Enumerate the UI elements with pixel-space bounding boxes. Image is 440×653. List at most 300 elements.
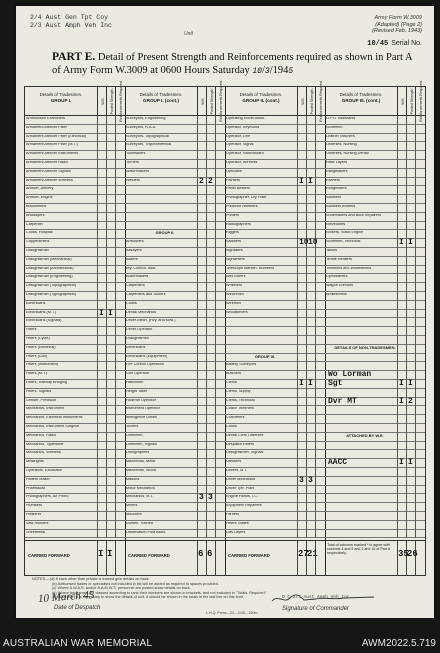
- cell-divider: [406, 178, 415, 187]
- cell-divider: [306, 151, 315, 160]
- table-row: [125, 310, 225, 319]
- cell-divider: [206, 406, 215, 415]
- table-row: [125, 222, 225, 231]
- trade-name: Wagon Erectors: [326, 284, 354, 288]
- cell-divider: [197, 151, 206, 160]
- cell-divider: [115, 222, 124, 231]
- cell-divider: [397, 354, 406, 363]
- trade-name: Mechanics, Wireless: [26, 451, 61, 455]
- title-date-year: 5: [288, 67, 294, 76]
- trade-name: Operator, Wireless: [226, 161, 258, 164]
- table-row: [325, 486, 425, 495]
- note-line: (e) Whenever it is necessary to show the details of unit, it should be shown in the totals in the last line on this form.: [52, 595, 245, 599]
- trade-name: Equipment Repairers: [226, 504, 262, 508]
- subcolumn-header-label: Reinforcements Required.: [118, 80, 123, 122]
- table-row: [225, 336, 325, 345]
- cell-divider: [315, 134, 324, 143]
- cell-divider: [406, 442, 415, 451]
- table-row: [325, 398, 425, 407]
- cell-divider: [406, 125, 415, 134]
- cell-divider: [397, 442, 406, 451]
- cell-divider: [215, 248, 224, 257]
- cell-divider: [197, 354, 206, 363]
- trade-name: Painters: [226, 178, 240, 182]
- trade-name: Armament Artificer Signals: [26, 169, 71, 173]
- serial-value: 10/45: [367, 40, 389, 48]
- page-title: [52, 51, 422, 78]
- table-row: [125, 151, 225, 160]
- trade-name: Draughtsman (Topographical): [26, 284, 77, 288]
- cell-divider: [106, 222, 115, 231]
- cell-divider: [415, 468, 424, 477]
- table-row: [325, 530, 425, 539]
- cell-divider: [415, 459, 424, 468]
- table-row: [325, 345, 425, 354]
- cell-divider: [215, 345, 224, 354]
- cell-divider: [106, 257, 115, 266]
- table-row: [125, 494, 225, 503]
- cell-divider: [306, 186, 315, 195]
- cell-divider: [106, 160, 115, 169]
- trade-name: Lithographers: [126, 451, 150, 455]
- column-header-title: Details of Tradesmen.: [39, 92, 83, 97]
- table-row: [325, 424, 425, 433]
- cell-divider: [306, 292, 315, 301]
- table-row: [325, 239, 425, 248]
- cell-divider: [397, 521, 406, 530]
- table-row: [325, 151, 425, 160]
- table-row: [225, 442, 325, 451]
- trade-name: Riveters: [326, 178, 340, 182]
- cell-divider: [206, 125, 215, 134]
- cell-divider: [206, 248, 215, 257]
- cell-divider: [397, 274, 406, 283]
- table-row: [325, 310, 425, 319]
- cell-divider: [115, 494, 124, 503]
- table-row: [325, 415, 425, 424]
- cell-divider: [397, 477, 406, 486]
- table-row: [125, 266, 225, 275]
- trade-name: Concreters: [226, 416, 245, 420]
- trade-name: Intelligence Duties: [126, 416, 158, 420]
- cell-divider: [115, 292, 124, 301]
- cell-divider: [306, 503, 315, 512]
- cell-divider: [97, 318, 106, 327]
- cell-divider: [315, 283, 324, 292]
- cell-divider: [397, 266, 406, 275]
- cell-divider: [397, 362, 406, 371]
- cell-divider: [215, 301, 224, 310]
- table-row: [225, 503, 325, 512]
- trade-name: Nurses, Trained: [126, 521, 153, 525]
- table-row: [325, 521, 425, 530]
- table-row: [325, 459, 425, 468]
- trade-name: Hatchmen: [126, 381, 144, 384]
- cell-divider: [415, 424, 424, 433]
- cell-divider: [297, 415, 306, 424]
- table-row: [125, 116, 225, 125]
- trade-name: Mechanics, M.T.: [126, 495, 154, 499]
- cell-divider: [406, 486, 415, 495]
- cell-divider: [297, 292, 306, 301]
- trade-name: Clerks, Technical: [226, 398, 255, 402]
- table-row: [125, 239, 225, 248]
- cell-divider: [397, 116, 406, 125]
- cell-divider: [415, 354, 424, 363]
- title-date-day: 10: [252, 67, 262, 76]
- trade-name: Mechanics, Radio: [26, 433, 57, 437]
- table-row: [125, 433, 225, 442]
- cell-divider: [306, 362, 315, 371]
- table-row: [25, 318, 125, 327]
- trade-name: Signallers: [226, 249, 243, 252]
- cell-divider: [297, 248, 306, 257]
- trade-name: Driver Tptr. Plant: [226, 486, 255, 490]
- cell-divider: [206, 310, 215, 319]
- cell-divider: [215, 398, 224, 407]
- table-row: [125, 204, 225, 213]
- table-row: [325, 160, 425, 169]
- trade-name: Clerks: [226, 381, 237, 384]
- table-row: [225, 142, 325, 151]
- cell-divider: [415, 283, 424, 292]
- cell-divider: [415, 266, 424, 275]
- table-row: [25, 116, 125, 125]
- cell-divider: [97, 230, 106, 239]
- cell-divider: [97, 503, 106, 512]
- cell-divider: [197, 266, 206, 275]
- table-row: [125, 125, 225, 134]
- cell-divider: [306, 116, 315, 125]
- posted-entry: 2: [408, 396, 413, 406]
- subcolumn-header: [215, 80, 225, 122]
- trade-name: O.P.O. Assistants: [326, 117, 356, 120]
- cell-divider: [406, 204, 415, 213]
- cell-divider: [297, 398, 306, 407]
- cell-divider: [206, 503, 215, 512]
- table-row: [25, 142, 125, 151]
- table-row: [125, 354, 225, 363]
- section-heading: GROUP II.: [155, 230, 175, 236]
- cell-divider: [297, 142, 306, 151]
- trade-name: Engine Hands, I.C.: [226, 495, 258, 499]
- table-row: [25, 195, 125, 204]
- cell-divider: [197, 310, 206, 319]
- trade-name: Roughriders: [326, 187, 347, 191]
- table-row: [25, 380, 125, 389]
- cell-divider: [306, 222, 315, 231]
- cell-divider: [106, 134, 115, 143]
- cell-divider: [297, 257, 306, 266]
- trade-name: Surveyors, R.A.A.: [126, 125, 157, 129]
- table-row: [25, 521, 125, 530]
- cell-divider: [115, 345, 124, 354]
- cell-divider: [315, 266, 324, 275]
- unit-line: 2/4 Aust Gen Tpt Coy: [30, 14, 109, 21]
- cell-divider: [97, 151, 106, 160]
- cell-divider: [406, 257, 415, 266]
- cell-divider: [206, 186, 215, 195]
- trade-name: Storemen: [326, 125, 343, 129]
- trade-name: Shoemakers and Boot Repairers: [326, 213, 382, 217]
- cell-divider: [197, 433, 206, 442]
- cell-divider: [397, 169, 406, 178]
- we-entry: I: [399, 379, 404, 388]
- cell-divider: [415, 371, 424, 380]
- cell-divider: [197, 406, 206, 415]
- carried-forward-label: CARRIED FORWARD: [28, 553, 70, 558]
- table-row: [125, 248, 225, 257]
- table-row: [225, 327, 325, 336]
- trade-name: Well Borers: [226, 275, 246, 279]
- cell-divider: [406, 503, 415, 512]
- cell-divider: [97, 292, 106, 301]
- cell-divider: [215, 239, 224, 248]
- title-date-month: 3: [264, 67, 270, 76]
- posted-entry: I: [408, 238, 413, 248]
- cell-divider: [106, 459, 115, 468]
- table-row: [225, 389, 325, 398]
- trade-name: Plumbers: [26, 504, 43, 508]
- table-row: [225, 222, 325, 231]
- trade-name: Surveyors, Topographical: [126, 134, 169, 138]
- cell-divider: [115, 248, 124, 257]
- cell-divider: [415, 310, 424, 319]
- trade-name: Draughtsman (Architectural): [26, 266, 74, 270]
- cell-divider: [197, 530, 206, 539]
- table-row: [225, 248, 325, 257]
- trade-name: Cooks: [226, 425, 237, 428]
- table-row: [225, 116, 325, 125]
- trade-name: Telescope Identifn. Numbers: [226, 266, 275, 270]
- cell-divider: [406, 160, 415, 169]
- table-row: [225, 239, 325, 248]
- cell-divider: [215, 116, 224, 125]
- carried-forward-label: CARRIED FORWARD: [228, 553, 270, 558]
- cell-divider: [197, 389, 206, 398]
- table-column: [125, 80, 225, 575]
- cell-divider: [97, 239, 106, 248]
- totals-note: Total of columns marked * to agree with columns 4 and 5 and 1 and 16 of Part A respectively.: [327, 543, 390, 556]
- trade-name: Radiographers: [226, 222, 251, 226]
- table-row: [25, 389, 125, 398]
- table-row: [225, 486, 325, 495]
- table-row: [225, 345, 325, 354]
- subcolumn-header: [415, 80, 425, 122]
- cell-divider: [406, 415, 415, 424]
- trade-name: Fire Control Operators: [126, 363, 164, 367]
- trade-name: Tailors: [326, 249, 337, 252]
- cell-divider: [397, 468, 406, 477]
- cell-divider: [306, 530, 315, 539]
- trade-name: Instrument Operator: [126, 407, 160, 411]
- table-row: [325, 186, 425, 195]
- cell-divider: [315, 389, 324, 398]
- table-row: [225, 530, 325, 539]
- table-row: [25, 213, 125, 222]
- cell-divider: [397, 327, 406, 336]
- cell-divider: [297, 283, 306, 292]
- cell-divider: [115, 468, 124, 477]
- trade-name: Armament Artificer Radio: [26, 161, 69, 164]
- cell-divider: [306, 142, 315, 151]
- cell-divider: [197, 398, 206, 407]
- trade-name: Saw Rockers: [26, 521, 49, 525]
- trade-name: Mechanics, Instrument: [26, 407, 65, 411]
- cell-divider: [115, 151, 124, 160]
- cell-divider: [106, 248, 115, 257]
- cell-divider: [397, 178, 406, 187]
- cell-divider: [306, 310, 315, 319]
- cell-divider: [315, 310, 324, 319]
- cell-divider: [97, 512, 106, 521]
- trade-name: Operating Room Assts.: [226, 117, 266, 120]
- cell-divider: [315, 327, 324, 336]
- table-row: [325, 494, 425, 503]
- table-row: [125, 424, 225, 433]
- cell-divider: [215, 230, 224, 239]
- cell-divider: [206, 142, 215, 151]
- cell-divider: [206, 336, 215, 345]
- table-row: [25, 486, 125, 495]
- subcolumn-header-label: Reinforcements Required.: [218, 80, 223, 122]
- cell-divider: [406, 301, 415, 310]
- cell-divider: [106, 354, 115, 363]
- trade-name: Observation Post Assts.: [126, 530, 167, 534]
- cell-divider: [297, 160, 306, 169]
- trade-name: Plate Layers: [326, 161, 348, 164]
- trade-name: Carpenters: [126, 284, 145, 288]
- trade-name: Fitters (Gun): [26, 354, 48, 358]
- trade-name: Machinists, Wood: [126, 469, 156, 472]
- cell-divider: [106, 204, 115, 213]
- table-row: [125, 195, 225, 204]
- trade-name: Wiremen: [226, 301, 242, 305]
- table-row: [125, 257, 225, 266]
- archive-strip: [0, 618, 440, 653]
- trade-name: Armourers: [126, 240, 144, 244]
- cell-divider: [197, 204, 206, 213]
- we-entry: I: [399, 396, 404, 406]
- cell-divider: [106, 494, 115, 503]
- cell-divider: [397, 424, 406, 433]
- cell-divider: [215, 477, 224, 486]
- trade-name: Cooks: [126, 301, 137, 305]
- cell-divider: [297, 450, 306, 459]
- trade-name: Tinsmiths and Whitesmiths: [326, 266, 372, 270]
- cell-divider: [97, 283, 106, 292]
- cell-divider: [115, 433, 124, 442]
- cell-divider: [97, 336, 106, 345]
- table-row: [225, 186, 325, 195]
- table-row: [25, 398, 125, 407]
- cell-divider: [315, 486, 324, 495]
- cell-divider: [215, 406, 224, 415]
- cell-divider: [106, 116, 115, 125]
- cell-divider: [297, 345, 306, 354]
- cell-divider: [206, 274, 215, 283]
- form-reference: [372, 15, 422, 35]
- cell-divider: [197, 239, 206, 248]
- table-row: [325, 283, 425, 292]
- cell-divider: [115, 301, 124, 310]
- cell-divider: [97, 424, 106, 433]
- table-row: [25, 292, 125, 301]
- trade-name: Driver-Operator: [126, 328, 153, 332]
- cell-divider: [106, 503, 115, 512]
- trade-name: Welders: [126, 178, 140, 182]
- cell-divider: [97, 468, 106, 477]
- cell-divider: [215, 530, 224, 539]
- cell-divider: [315, 406, 324, 415]
- cell-divider: [106, 186, 115, 195]
- trade-name: Rangetakers: [326, 169, 348, 173]
- cell-divider: [106, 468, 115, 477]
- cell-divider: [297, 442, 306, 451]
- cell-divider: [397, 318, 406, 327]
- cell-divider: [406, 424, 415, 433]
- cell-divider: [215, 389, 224, 398]
- cell-divider: [406, 266, 415, 275]
- subcolumn-header-label: Posted Strength.: [209, 87, 214, 115]
- trade-name: Operator, Line: [226, 134, 251, 138]
- table-row: [325, 336, 425, 345]
- cell-divider: [397, 160, 406, 169]
- trade-name: Artificer, Artillery: [26, 187, 54, 191]
- table-row: [125, 274, 225, 283]
- cell-divider: [415, 213, 424, 222]
- cell-divider: [406, 530, 415, 539]
- cell-divider: [97, 116, 106, 125]
- cell-divider: [97, 433, 106, 442]
- cell-divider: [115, 134, 124, 143]
- cell-divider: [197, 318, 206, 327]
- table-row: [125, 503, 225, 512]
- cell-divider: [197, 213, 206, 222]
- cell-divider: [306, 204, 315, 213]
- cell-divider: [406, 354, 415, 363]
- trade-name: Coppersmiths: [26, 240, 50, 244]
- cell-divider: [97, 274, 106, 283]
- trade-name: Electricians (Equipment): [126, 354, 168, 358]
- cell-divider: [206, 389, 215, 398]
- cell-divider: [297, 389, 306, 398]
- cell-divider: [97, 186, 106, 195]
- cell-divider: [415, 178, 424, 187]
- cell-divider: [115, 186, 124, 195]
- trade-name: Fitters (M.T.): [26, 372, 48, 376]
- trade-name: Battery Surveyors: [226, 363, 257, 367]
- table-row: [25, 204, 125, 213]
- cell-divider: [206, 292, 215, 301]
- cell-divider: [206, 530, 215, 539]
- table-row: [225, 318, 325, 327]
- trade-name: Armament Artificer Fitter: [26, 125, 67, 129]
- column-group-name: GROUP II. (cont.): [242, 97, 280, 103]
- cell-divider: [215, 310, 224, 319]
- cell-divider: [397, 494, 406, 503]
- table-row: [225, 292, 325, 301]
- table-row: [125, 318, 225, 327]
- cell-divider: [115, 442, 124, 451]
- cell-divider: [415, 125, 424, 134]
- trade-name: Fitters, Signals: [26, 389, 52, 393]
- cell-divider: [315, 292, 324, 301]
- trade-name: Gun Operator: [126, 372, 150, 376]
- we-entry: I: [299, 176, 304, 186]
- cell-divider: [315, 503, 324, 512]
- cell-divider: [206, 371, 215, 380]
